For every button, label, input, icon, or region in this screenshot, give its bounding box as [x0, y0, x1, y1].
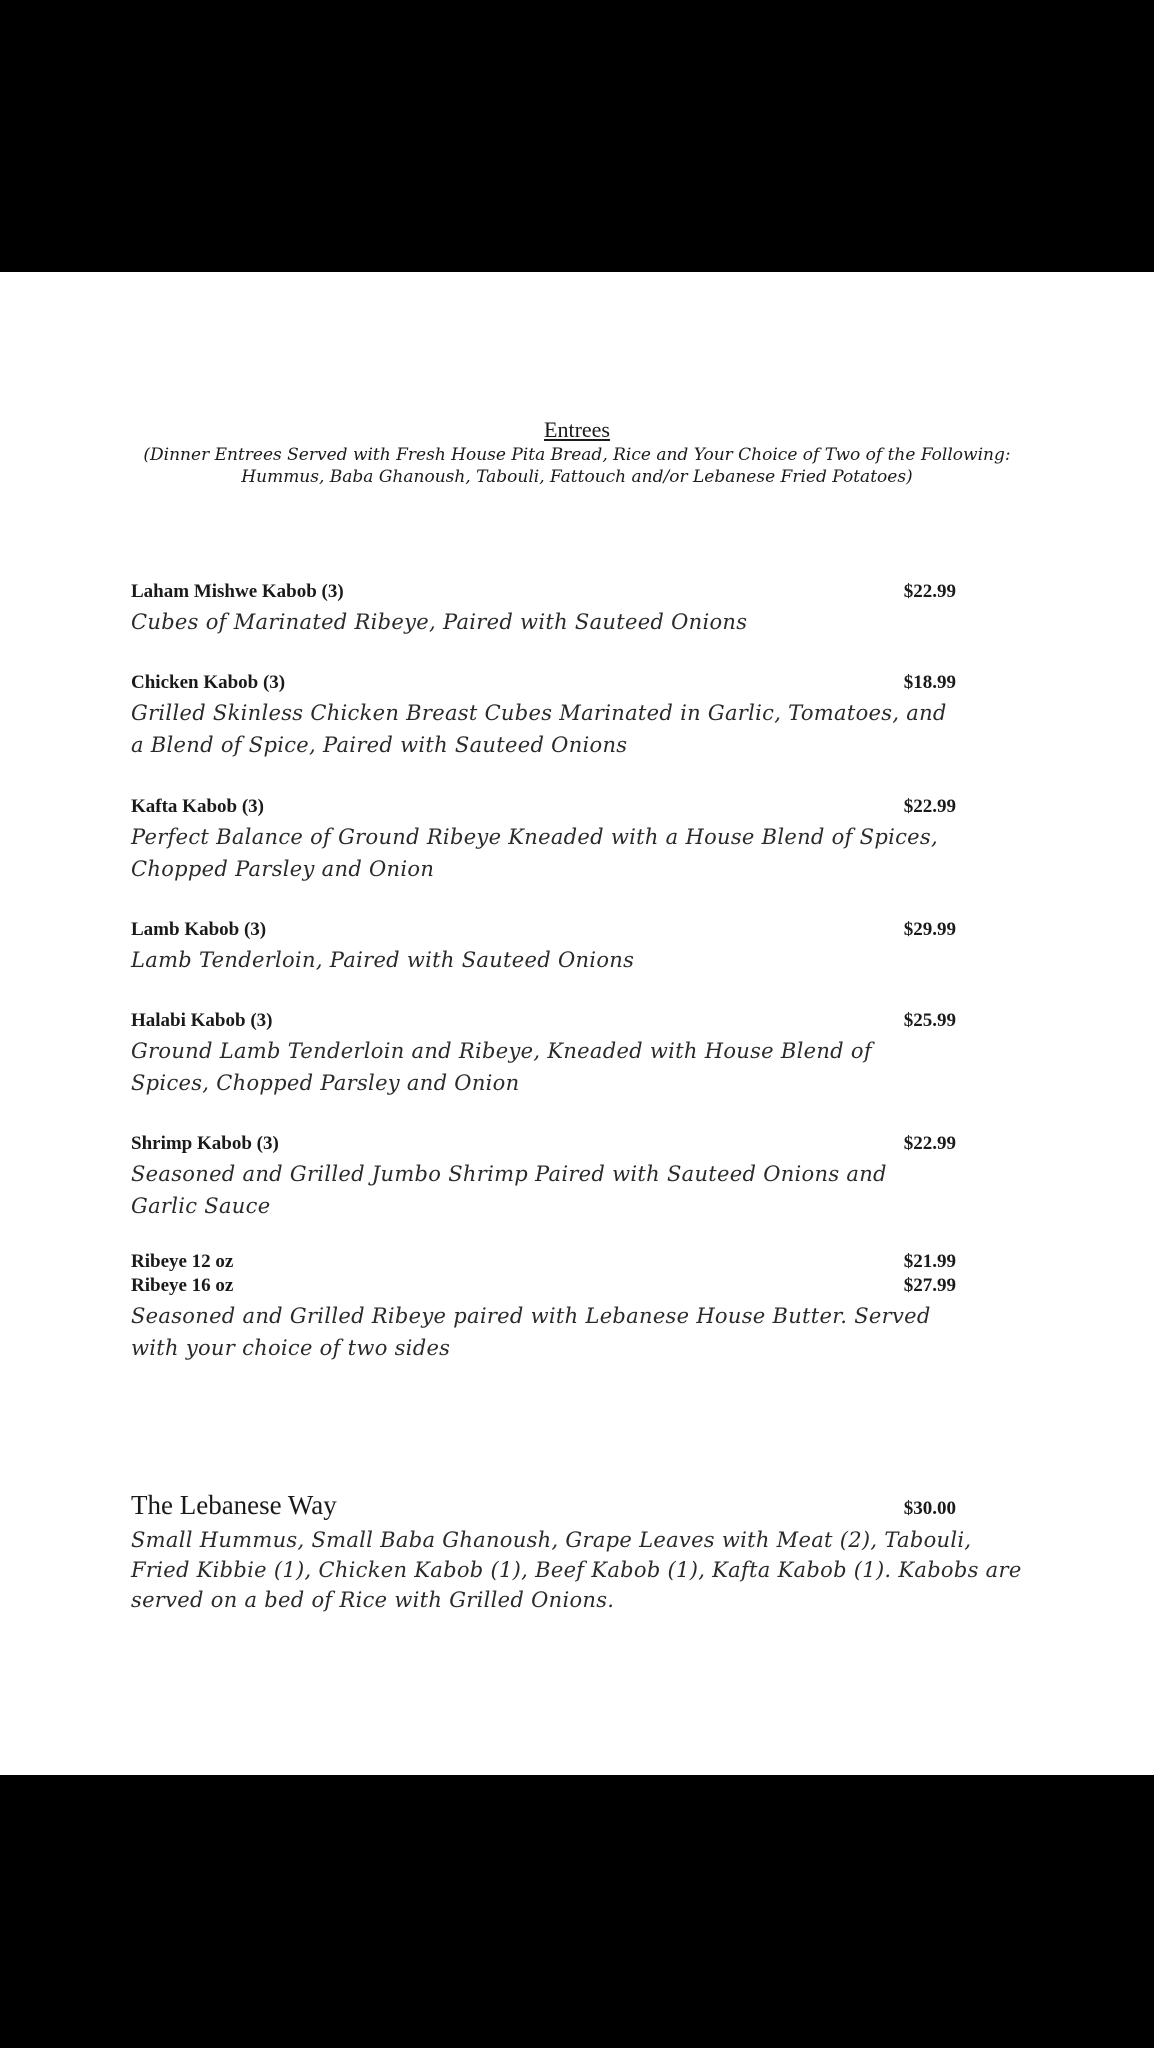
- item-price: $30.00: [903, 1498, 956, 1519]
- item-name: Lamb Kabob (3): [131, 919, 267, 940]
- item-price: $22.99: [903, 796, 956, 817]
- item-description: Grilled Skinless Chicken Breast Cubes Marinated in Garlic, Tomatoes, and a Blend of Spice, Paired with Sauteed Onions: [131, 701, 947, 757]
- item-price: $18.99: [903, 672, 956, 693]
- item-name: The Lebanese Way: [131, 1490, 337, 1520]
- item-name: Shrimp Kabob (3): [131, 1133, 279, 1154]
- item-description: Perfect Balance of Ground Ribeye Kneaded with a House Blend of Spices, Chopped Parsley and Onion: [131, 825, 938, 881]
- item-description: Small Hummus, Small Baba Ghanoush, Grape Leaves with Meat (2), Tabouli, Fried Kibbie (1), Chicken Kabob (1), Beef Kabob (1), Kafta Kabob (1). Kabobs are served on a bed of Rice with Grilled Onions.: [131, 1528, 1022, 1612]
- item-name: Ribeye 12 oz: [131, 1251, 234, 1272]
- menu-item-special: [131, 1489, 1031, 1615]
- item-price: $25.99: [903, 1010, 956, 1031]
- item-name: Laham Mishwe Kabob (3): [131, 581, 344, 602]
- menu-item: [131, 918, 955, 976]
- item-description: Seasoned and Grilled Jumbo Shrimp Paired with Sauteed Onions and Garlic Sauce: [131, 1162, 887, 1218]
- item-price: $27.99: [903, 1275, 956, 1296]
- menu-item: [131, 1132, 955, 1222]
- section-title: Entrees: [544, 417, 610, 442]
- item-description: Lamb Tenderloin, Paired with Sauteed Onions: [131, 948, 635, 972]
- section-note: (Dinner Entrees Served with Fresh House Pita Bread, Rice and Your Choice of Two of the Following: Hummus, Baba Ghanoush, Tabouli, Fattouch and/or Lebanese Fried Potatoes): [143, 445, 1011, 488]
- item-description: Seasoned and Grilled Ribeye paired with Lebanese House Butter. Served with your choice of two sides: [131, 1304, 931, 1360]
- menu-item-ribeye: [131, 1250, 955, 1364]
- item-price: $21.99: [903, 1251, 956, 1272]
- top-black-bar: [0, 0, 1154, 272]
- item-price: $22.99: [903, 1133, 956, 1154]
- item-price: $29.99: [903, 919, 956, 940]
- menu-item: [131, 580, 955, 638]
- item-name: Ribeye 16 oz: [131, 1275, 234, 1296]
- menu-page: [0, 272, 1154, 1775]
- item-description: Cubes of Marinated Ribeye, Paired with Sauteed Onions: [131, 610, 748, 634]
- item-price: $22.99: [903, 581, 956, 602]
- section-heading: [130, 418, 1024, 488]
- menu-item: [131, 795, 955, 885]
- item-description: Ground Lamb Tenderloin and Ribeye, Kneaded with House Blend of Spices, Chopped Parsley and Onion: [131, 1039, 872, 1095]
- bottom-black-bar: [0, 1775, 1154, 2048]
- item-name: Chicken Kabob (3): [131, 672, 286, 693]
- menu-item: [131, 671, 955, 761]
- menu-item: [131, 1009, 955, 1099]
- item-name: Halabi Kabob (3): [131, 1010, 273, 1031]
- item-name: Kafta Kabob (3): [131, 796, 264, 817]
